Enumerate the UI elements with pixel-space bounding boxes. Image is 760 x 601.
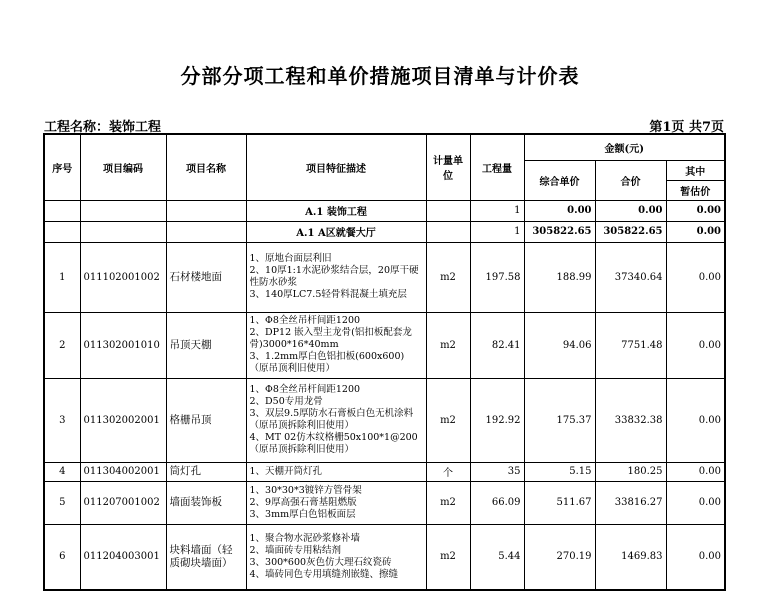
section-title: A.1 A区就餐大厅 bbox=[246, 221, 426, 242]
row-seq: 6 bbox=[44, 524, 80, 590]
row-code: 011204003001 bbox=[80, 524, 166, 590]
row-provisional: 0.00 bbox=[666, 312, 725, 378]
row-provisional: 0.00 bbox=[666, 242, 725, 312]
page-indicator: 第1页 共7页 bbox=[649, 120, 724, 135]
header-unit: 计量单位 bbox=[426, 134, 470, 200]
row-provisional: 0.00 bbox=[666, 524, 725, 590]
project-value: 装饰工程 bbox=[109, 120, 162, 135]
row-name: 格栅吊顶 bbox=[166, 378, 246, 462]
section-total: 305822.65 bbox=[595, 221, 666, 242]
section-provisional: 0.00 bbox=[666, 200, 725, 221]
row-unit-price: 5.15 bbox=[524, 462, 595, 481]
row-name: 墙面装饰板 bbox=[166, 481, 246, 524]
section-unit-price: 305822.65 bbox=[524, 221, 595, 242]
row-qty: 5.44 bbox=[470, 524, 524, 590]
project-label: 工程名称： bbox=[44, 120, 110, 135]
table-row bbox=[44, 462, 725, 481]
row-code: 011102001002 bbox=[80, 242, 166, 312]
row-total: 7751.48 bbox=[595, 312, 666, 378]
row-unit: m2 bbox=[426, 242, 470, 312]
row-name: 石材楼地面 bbox=[166, 242, 246, 312]
row-name: 块料墙面（轻质砌块墙面） bbox=[166, 524, 246, 590]
table-row bbox=[44, 242, 725, 312]
row-desc: 1、30*30*3镀锌方管骨架 2、9厚高强石膏基阻燃版 3、3mm厚白色铝板面层 bbox=[246, 481, 426, 524]
table-row bbox=[44, 312, 725, 378]
header-desc: 项目特征描述 bbox=[246, 134, 426, 200]
table-row bbox=[44, 481, 725, 524]
section-row bbox=[44, 200, 725, 221]
row-code: 011302002001 bbox=[80, 378, 166, 462]
row-unit: m2 bbox=[426, 378, 470, 462]
header-unit-price: 综合单价 bbox=[524, 160, 595, 200]
section-provisional: 0.00 bbox=[666, 221, 725, 242]
table-row bbox=[44, 524, 725, 590]
row-name: 吊顶天棚 bbox=[166, 312, 246, 378]
row-total: 33832.38 bbox=[595, 378, 666, 462]
header-seq: 序号 bbox=[44, 134, 80, 200]
header-of-which: 其中 bbox=[666, 160, 725, 180]
row-unit: m2 bbox=[426, 524, 470, 590]
row-provisional: 0.00 bbox=[666, 481, 725, 524]
row-total: 37340.64 bbox=[595, 242, 666, 312]
row-qty: 66.09 bbox=[470, 481, 524, 524]
section-qty: 1 bbox=[470, 221, 524, 242]
row-unit: 个 bbox=[426, 462, 470, 481]
row-total: 1469.83 bbox=[595, 524, 666, 590]
row-total: 180.25 bbox=[595, 462, 666, 481]
row-code: 011302001010 bbox=[80, 312, 166, 378]
row-seq: 4 bbox=[44, 462, 80, 481]
row-provisional: 0.00 bbox=[666, 378, 725, 462]
row-qty: 197.58 bbox=[470, 242, 524, 312]
row-unit-price: 188.99 bbox=[524, 242, 595, 312]
row-unit-price: 270.19 bbox=[524, 524, 595, 590]
row-desc: 1、天棚开筒灯孔 bbox=[246, 462, 426, 481]
row-unit: m2 bbox=[426, 312, 470, 378]
row-code: 011207001002 bbox=[80, 481, 166, 524]
header-amount: 金额(元) bbox=[524, 134, 725, 160]
row-desc: 1、Φ8全丝吊杆间距1200 2、DP12 嵌入型主龙骨(铝扣板配套龙骨)3000*16*40mm 3、1.2mm厚白色铝扣板(600x600)（原吊顶利旧使用） bbox=[246, 312, 426, 378]
row-desc: 1、聚合物水泥砂浆修补墙 2、墙面砖专用粘结剂 3、300*600灰色仿大理石纹瓷砖 4、墙砖同色专用填缝剂嵌缝、擦缝 bbox=[246, 524, 426, 590]
header-total: 合价 bbox=[595, 160, 666, 200]
section-qty: 1 bbox=[470, 200, 524, 221]
row-name: 筒灯孔 bbox=[166, 462, 246, 481]
row-qty: 82.41 bbox=[470, 312, 524, 378]
header-qty: 工程量 bbox=[470, 134, 524, 200]
section-unit-price: 0.00 bbox=[524, 200, 595, 221]
section-row bbox=[44, 221, 725, 242]
row-desc: 1、原地台面层利旧 2、10厚1:1水泥砂浆结合层，20厚干硬性防水砂浆 3、140厚LC7.5轻骨料混凝土填充层 bbox=[246, 242, 426, 312]
row-unit-price: 511.67 bbox=[524, 481, 595, 524]
header-code: 项目编码 bbox=[80, 134, 166, 200]
pricing-table bbox=[43, 133, 726, 591]
row-unit: m2 bbox=[426, 481, 470, 524]
row-qty: 192.92 bbox=[470, 378, 524, 462]
section-title: A.1 装饰工程 bbox=[246, 200, 426, 221]
row-seq: 5 bbox=[44, 481, 80, 524]
row-seq: 2 bbox=[44, 312, 80, 378]
row-seq: 1 bbox=[44, 242, 80, 312]
row-seq: 3 bbox=[44, 378, 80, 462]
header-provisional: 暂估价 bbox=[666, 180, 725, 200]
page-title: 分部分项工程和单价措施项目清单与计价表 bbox=[180, 64, 580, 88]
row-desc: 1、Φ8全丝吊杆间距1200 2、D50专用龙骨 3、双层9.5厚防水石膏板白色无机涂料（原吊顶拆除利旧使用） 4、MT 02仿木纹格栅50x100*1@200（原吊顶拆除利旧使用） bbox=[246, 378, 426, 462]
table-row bbox=[44, 378, 725, 462]
section-total: 0.00 bbox=[595, 200, 666, 221]
header-name: 项目名称 bbox=[166, 134, 246, 200]
row-provisional: 0.00 bbox=[666, 462, 725, 481]
row-unit-price: 94.06 bbox=[524, 312, 595, 378]
row-unit-price: 175.37 bbox=[524, 378, 595, 462]
row-total: 33816.27 bbox=[595, 481, 666, 524]
row-qty: 35 bbox=[470, 462, 524, 481]
row-code: 011304002001 bbox=[80, 462, 166, 481]
